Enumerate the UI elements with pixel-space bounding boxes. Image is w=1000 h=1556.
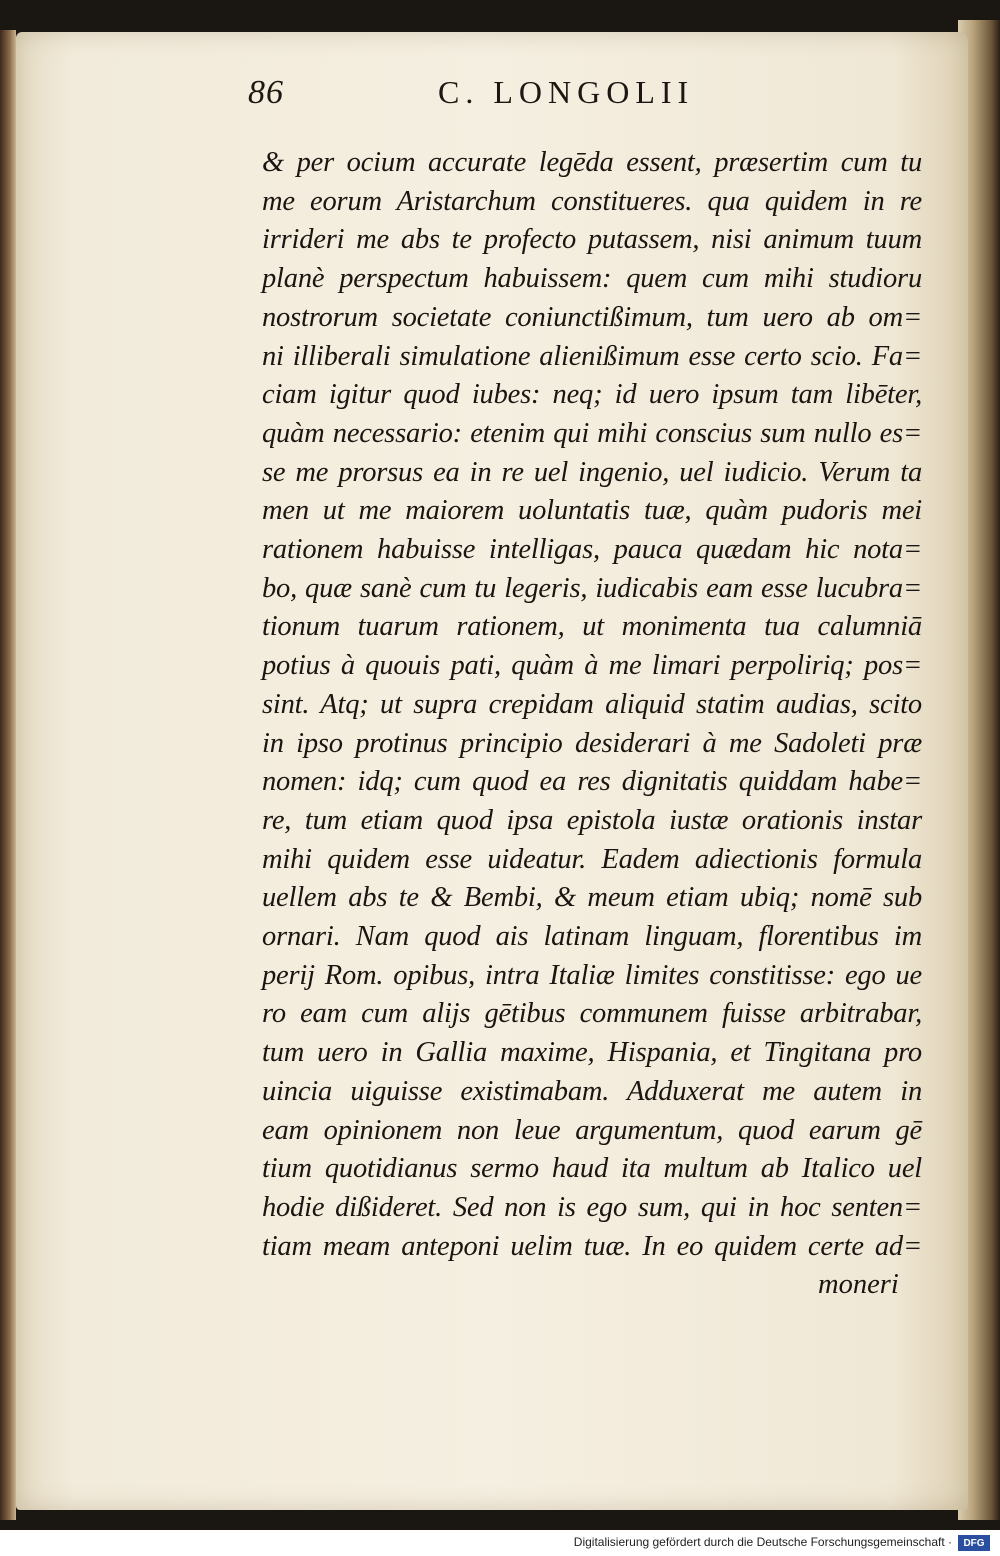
text-line: re, tum etiam quod ipsa epistola iustæ orationis instar [262, 804, 922, 836]
page-header [248, 74, 748, 114]
text-line: quàm necessario: etenim qui mihi conscius sum nullo es= [262, 417, 922, 449]
text-line: tiam meam anteponi uelim tuæ. In eo quidem certe ad= [262, 1230, 922, 1262]
text-line: hodie dißideret. Sed non is ego sum, qui in hoc senten= [262, 1191, 922, 1223]
text-line: tum uero in Gallia maxime, Hispania, et Tingitana pro [262, 1037, 922, 1069]
text-line: ro eam cum alijs gētibus communem fuisse arbitrabar, [262, 998, 922, 1030]
text-line: mihi quidem esse uideatur. Eadem adiectionis formula [262, 843, 922, 875]
credit-text: Digitalisierung gefördert durch die Deutsche Forschungsgemeinschaft · [573, 1535, 952, 1549]
catchword: moneri [818, 1269, 899, 1300]
text-line: nostrorum societate coniunctißimum, tum uero ab om= [262, 301, 922, 333]
text-line: me eorum Aristarchum constitueres. qua quidem in re [262, 185, 922, 217]
text-line: irrideri me abs te profecto putassem, nisi animum tuum [262, 224, 922, 256]
text-line: ornari. Nam quod ais latinam linguam, florentibus im [262, 921, 922, 953]
text-line: ni illiberali simulatione alienißimum esse certo scio. Fa= [262, 340, 922, 372]
text-line: uincia uiguisse existimabam. Adduxerat me autem in [262, 1075, 922, 1107]
running-head: C. LONGOLII [438, 74, 695, 110]
text-line: se me prorsus ea in re uel ingenio, uel iudicio. Verum ta [262, 456, 922, 488]
text-line: eam opinionem non leue argumentum, quod earum gē [262, 1114, 922, 1146]
credit-bar [0, 1530, 1000, 1556]
text-line: uellem abs te & Bembi, & meum etiam ubiq; nomē sub [262, 882, 922, 914]
text-line: perij Rom. opibus, intra Italiæ limites constitisse: ego ue [262, 959, 922, 991]
text-line: in ipso protinus principio desiderari à me Sadoleti præ [262, 727, 922, 759]
text-line: bo, quæ sanè cum tu legeris, iudicabis eam esse lucubra= [262, 572, 922, 604]
text-line: tium quotidianus sermo haud ita multum ab Italico uel [262, 1153, 922, 1185]
text-line: tionum tuarum rationem, ut monimenta tua calumniā [262, 611, 922, 643]
body-text [262, 144, 922, 1266]
text-line: nomen: idq; cum quod ea res dignitatis quiddam habe= [262, 766, 922, 798]
text-line: ciam igitur quod iubes: neq; id uero ipsum tam libēter, [262, 379, 922, 411]
text-line: planè perspectum habuissem: quem cum mihi studioru [262, 263, 922, 295]
text-line: rationem habuisse intelligas, pauca quædam hic nota= [262, 534, 922, 566]
text-line: & per ocium accurate legēda essent, præsertim cum tu [262, 147, 922, 178]
text-line: potius à quouis pati, quàm à me limari perpoliriq; pos= [262, 650, 922, 682]
text-line: sint. Atq; ut supra crepidam aliquid statim audias, scito [262, 688, 922, 720]
book-binding-edge [0, 30, 16, 1520]
text-line: men ut me maiorem uoluntatis tuæ, quàm pudoris mei [262, 495, 922, 527]
dfg-logo: DFG [958, 1535, 990, 1551]
page-number: 86 [248, 74, 284, 111]
